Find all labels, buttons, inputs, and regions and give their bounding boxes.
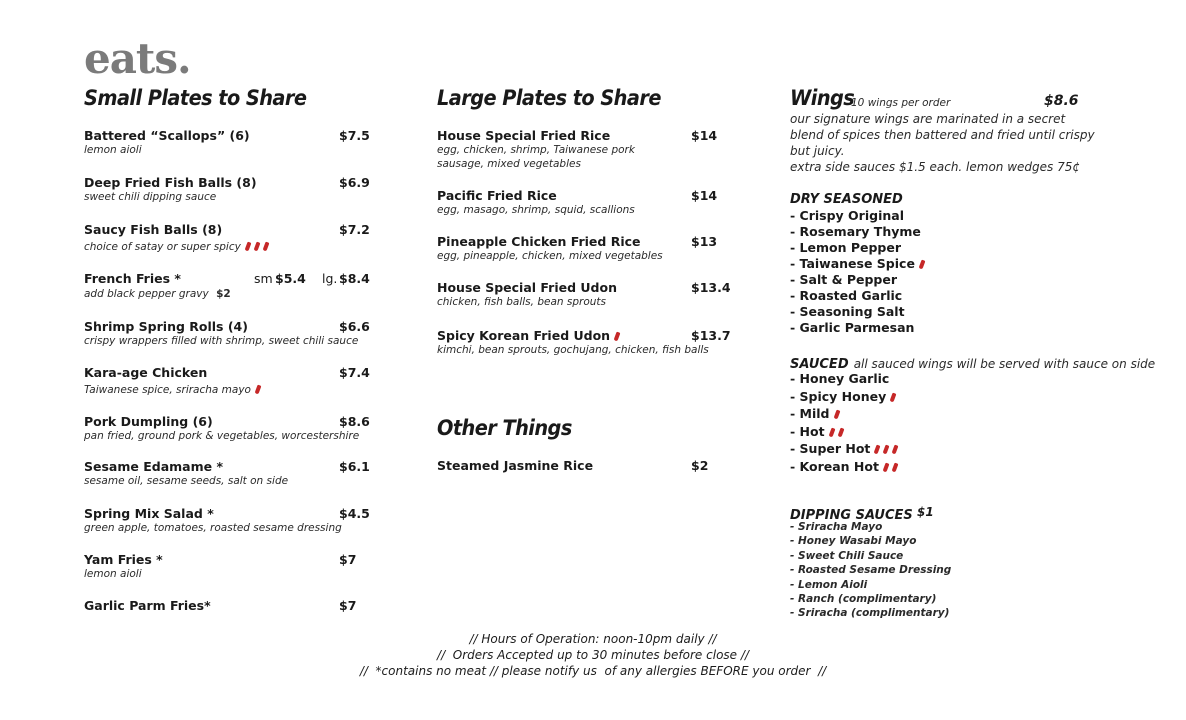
gravy-price: $2	[216, 288, 231, 300]
chili-pepper-icon	[919, 260, 926, 270]
footer-notes	[0, 631, 1186, 679]
item-desc	[84, 240, 374, 254]
item-price: $13.4	[691, 280, 731, 295]
chili-pepper-icon	[890, 392, 897, 402]
list-item-label: - Super Hot	[790, 441, 871, 456]
wings-section	[790, 86, 1156, 626]
footer-line: // Orders Accepted up to 30 minutes before close //	[437, 648, 749, 662]
item-price: $13.7	[691, 328, 731, 343]
list-item: - Garlic Parmesan	[790, 320, 915, 335]
small-plates-title: Small Plates to Share	[84, 86, 307, 110]
item-price: $4.5	[339, 506, 370, 521]
wings-description: our signature wings are marinated in a secret blend of spices then battered and fried until crispy but juicy.	[790, 112, 1095, 158]
menu-item	[84, 222, 374, 254]
item-price: $6.9	[339, 175, 370, 190]
item-desc: sweet chili dipping sauce	[84, 191, 217, 203]
other-things-title: Other Things	[437, 416, 572, 440]
list-item: - Rosemary Thyme	[790, 224, 921, 239]
dry-seasoned-list	[790, 208, 924, 336]
menu-item	[84, 459, 374, 488]
menu-item	[84, 598, 374, 613]
dipping-price: $1	[917, 505, 934, 519]
item-desc: egg, chicken, shrimp, Taiwanese pork sausage, mixed vegetables	[437, 144, 635, 170]
dry-seasoned-title: DRY SEASONED	[790, 192, 903, 207]
brand-title: eats.	[84, 34, 191, 83]
wings-header	[790, 86, 1120, 112]
item-name: Battered “Scallops” (6)	[84, 128, 250, 143]
wings-extras: extra side sauces $1.5 each. lemon wedges 75¢	[790, 160, 1081, 174]
chili-pepper-icon	[828, 427, 835, 437]
item-name: Sesame Edamame *	[84, 459, 223, 474]
list-item-label: - Mild	[790, 406, 830, 421]
item-price: $7	[339, 598, 357, 613]
menu-item	[84, 506, 374, 535]
item-desc: lemon aioli	[84, 568, 142, 580]
menu-item	[84, 175, 374, 204]
list-item: - Roasted Sesame Dressing	[790, 564, 952, 577]
menu-item	[437, 234, 737, 263]
list-item: - Sriracha Mayo	[790, 521, 883, 533]
item-price: $6.1	[339, 459, 370, 474]
chili-pepper-icon	[837, 427, 844, 437]
item-desc-text: choice of satay or super spicy	[84, 241, 241, 253]
item-desc: chicken, fish balls, bean sprouts	[437, 296, 606, 308]
item-name: Pineapple Chicken Fried Rice	[437, 234, 641, 249]
chili-pepper-icon	[614, 332, 621, 342]
list-item-label: - Hot	[790, 423, 825, 439]
wings-price: $8.6	[1044, 93, 1079, 109]
item-name: Kara-age Chicken	[84, 365, 208, 380]
list-item: - Honey Wasabi Mayo	[790, 535, 917, 548]
chili-pepper-icon	[892, 445, 899, 455]
list-item	[790, 423, 897, 441]
item-desc: kimchi, bean sprouts, gochujang, chicken, fish balls	[437, 344, 709, 356]
item-name: Garlic Parm Fries*	[84, 598, 211, 613]
list-item	[790, 405, 897, 423]
sauced-title: SAUCED	[790, 357, 849, 372]
menu-item	[84, 414, 374, 443]
item-name: Pacific Fried Rice	[437, 188, 557, 203]
list-item: - Roasted Garlic	[790, 288, 903, 303]
dipping-title: DIPPING SAUCES	[790, 508, 913, 523]
item-name-text: Spicy Korean Fried Udon	[437, 328, 611, 343]
large-plates-section	[437, 86, 737, 486]
item-desc-text: add black pepper gravy	[84, 288, 209, 300]
list-item-label: - Spicy Honey	[790, 388, 887, 404]
sauced-note: all sauced wings will be served with sauce on side	[853, 357, 1156, 371]
item-name: Saucy Fish Balls (8)	[84, 222, 223, 237]
item-price: $7	[339, 552, 357, 567]
item-price: $6.6	[339, 319, 370, 334]
list-item: - Ranch (complimentary)	[790, 593, 937, 606]
item-desc-text: Taiwanese spice, sriracha mayo	[84, 384, 251, 396]
item-name: House Special Fried Udon	[437, 280, 617, 295]
menu-item	[84, 319, 374, 348]
menu-item	[84, 365, 374, 397]
item-desc: green apple, tomatoes, roasted sesame dressing	[84, 522, 342, 534]
sauced-list	[790, 370, 897, 475]
list-item: - Salt & Pepper	[790, 272, 898, 287]
item-price: $14	[691, 128, 718, 143]
menu-item	[437, 458, 737, 473]
list-item: - Sriracha (complimentary)	[790, 607, 950, 620]
item-desc: crispy wrappers filled with shrimp, sweet chili sauce	[84, 335, 359, 347]
fries-sm-price: $5.4	[275, 271, 306, 286]
fries-lg-label: lg.	[322, 271, 338, 286]
list-item	[790, 256, 924, 272]
footer-line: // *contains no meat // please notify us of any allergies BEFORE you order //	[359, 664, 827, 678]
item-desc	[84, 383, 374, 397]
wings-title: Wings	[790, 86, 855, 110]
list-item: - Lemon Aioli	[790, 578, 868, 591]
chili-pepper-icon	[892, 462, 899, 472]
small-plates-section	[84, 86, 374, 626]
chili-pepper-icon	[255, 385, 262, 395]
item-price: $13	[691, 234, 718, 249]
list-item: - Sweet Chili Sauce	[790, 549, 904, 562]
item-price: $7.5	[339, 128, 370, 143]
item-name: House Special Fried Rice	[437, 128, 611, 143]
chili-pepper-icon	[244, 242, 251, 252]
item-desc: sesame oil, sesame seeds, salt on side	[84, 475, 289, 487]
list-item: - Crispy Original	[790, 208, 904, 223]
menu-item	[84, 271, 374, 301]
wings-per-order: 10 wings per order	[851, 97, 951, 109]
chili-pepper-icon	[833, 410, 840, 420]
item-name: Steamed Jasmine Rice	[437, 458, 594, 473]
menu-item	[437, 328, 737, 357]
chili-pepper-icon	[874, 445, 881, 455]
list-item-label: - Taiwanese Spice	[790, 256, 915, 271]
item-desc	[84, 287, 374, 301]
footer-line: // Hours of Operation: noon-10pm daily //	[469, 632, 717, 646]
item-price: $8.6	[339, 414, 370, 429]
menu-item	[437, 280, 737, 309]
list-item	[790, 440, 897, 458]
item-name: Spring Mix Salad *	[84, 506, 214, 521]
item-desc: egg, masago, shrimp, squid, scallions	[437, 204, 635, 216]
list-item	[790, 388, 897, 406]
item-price: $7.2	[339, 222, 370, 237]
menu-item	[84, 552, 374, 581]
item-desc: egg, pineapple, chicken, mixed vegetables	[437, 250, 663, 262]
chili-pepper-icon	[883, 445, 890, 455]
chili-pepper-icon	[883, 462, 890, 472]
list-item: - Honey Garlic	[790, 371, 890, 386]
item-price: $7.4	[339, 365, 370, 380]
item-price: $14	[691, 188, 718, 203]
menu-item	[437, 128, 737, 171]
fries-lg-price: $8.4	[339, 271, 370, 286]
item-name: Yam Fries *	[84, 552, 163, 567]
item-desc: lemon aioli	[84, 144, 142, 156]
item-name: Deep Fried Fish Balls (8)	[84, 175, 257, 190]
chili-pepper-icon	[262, 242, 269, 252]
menu-item	[84, 128, 374, 157]
chili-pepper-icon	[253, 242, 260, 252]
item-name: Pork Dumpling (6)	[84, 414, 213, 429]
list-item: - Lemon Pepper	[790, 240, 902, 255]
item-price: $2	[691, 458, 709, 473]
dipping-list	[790, 520, 951, 621]
fries-sm-label: sm	[254, 271, 273, 286]
item-name: Shrimp Spring Rolls (4)	[84, 319, 248, 334]
list-item: - Seasoning Salt	[790, 304, 905, 319]
list-item-label: - Korean Hot	[790, 458, 879, 474]
large-plates-title: Large Plates to Share	[437, 86, 661, 110]
menu-item	[437, 188, 737, 217]
item-desc: pan fried, ground pork & vegetables, worcestershire	[84, 430, 360, 442]
item-name: French Fries *	[84, 271, 181, 286]
list-item	[790, 458, 897, 476]
